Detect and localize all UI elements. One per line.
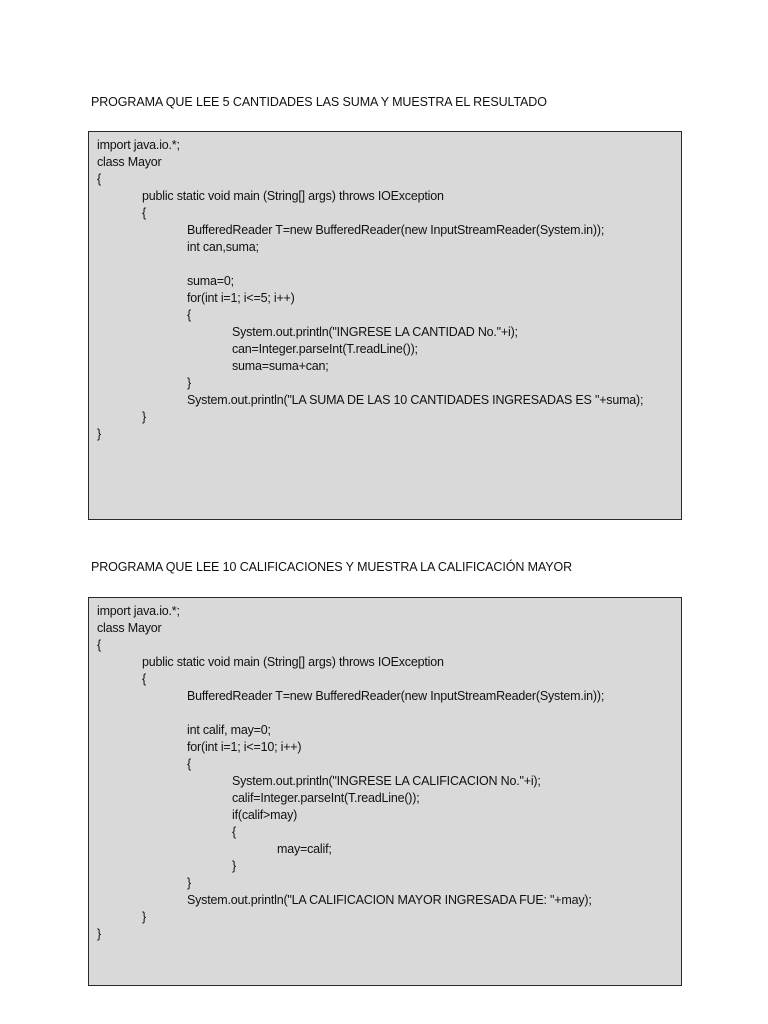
code-line: System.out.println("INGRESE LA CALIFICACION No."+i); <box>232 774 541 788</box>
code-line: for(int i=1; i<=5; i++) <box>187 291 295 305</box>
code-line: public static void main (String[] args) throws IOException <box>142 189 444 203</box>
code-line: if(calif>may) <box>232 808 298 822</box>
code-line: } <box>97 927 101 941</box>
code-line: { <box>232 825 236 839</box>
code-line: { <box>97 172 101 186</box>
code-line: public static void main (String[] args) throws IOException <box>142 655 444 669</box>
code-line: int calif, may=0; <box>187 723 271 737</box>
code-line: System.out.println("LA CALIFICACION MAYOR INGRESADA FUE: "+may); <box>187 893 592 907</box>
code-lines <box>97 137 675 443</box>
code-line: } <box>142 910 146 924</box>
code-block <box>88 597 682 986</box>
code-line: } <box>97 427 101 441</box>
code-line: } <box>187 376 191 390</box>
code-line: { <box>142 206 146 220</box>
code-line: suma=suma+can; <box>232 359 329 373</box>
code-line: calif=Integer.parseInt(T.readLine()); <box>232 791 420 805</box>
code-line: import java.io.*; <box>97 138 180 152</box>
code-line: for(int i=1; i<=10; i++) <box>187 740 302 754</box>
code-line: } <box>142 410 146 424</box>
code-line: System.out.println("LA SUMA DE LAS 10 CANTIDADES INGRESADAS ES "+suma); <box>187 393 644 407</box>
code-line <box>97 705 675 722</box>
code-line: } <box>232 859 236 873</box>
code-line: class Mayor <box>97 155 162 169</box>
code-line: BufferedReader T=new BufferedReader(new InputStreamReader(System.in)); <box>187 223 605 237</box>
code-line: may=calif; <box>277 842 332 856</box>
code-line: { <box>187 757 191 771</box>
code-line: { <box>97 638 101 652</box>
code-line: { <box>187 308 191 322</box>
code-lines <box>97 603 675 943</box>
section-title: PROGRAMA QUE LEE 5 CANTIDADES LAS SUMA Y MUESTRA EL RESULTADO <box>91 95 547 109</box>
code-line <box>97 256 675 273</box>
code-line: } <box>187 876 191 890</box>
code-line: int can,suma; <box>187 240 259 254</box>
code-block <box>88 131 682 520</box>
code-line: suma=0; <box>187 274 234 288</box>
section-title: PROGRAMA QUE LEE 10 CALIFICACIONES Y MUESTRA LA CALIFICACIÓN MAYOR <box>91 560 573 574</box>
code-line: class Mayor <box>97 621 162 635</box>
code-line: import java.io.*; <box>97 604 180 618</box>
code-line: System.out.println("INGRESE LA CANTIDAD No."+i); <box>232 325 518 339</box>
code-line: { <box>142 672 146 686</box>
code-line: BufferedReader T=new BufferedReader(new InputStreamReader(System.in)); <box>187 689 605 703</box>
code-line: can=Integer.parseInt(T.readLine()); <box>232 342 418 356</box>
